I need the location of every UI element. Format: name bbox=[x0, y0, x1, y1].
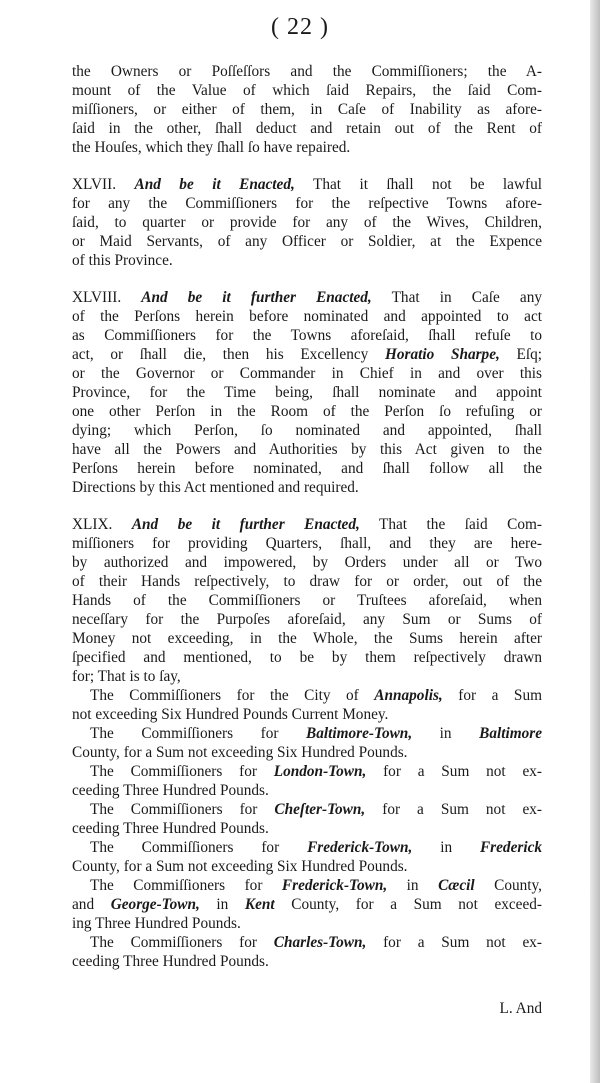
text-segment: for a Sum not ex- bbox=[365, 801, 542, 818]
text-line bbox=[72, 119, 542, 138]
text-segment: or the Governor or Commander in Chief in and over this bbox=[72, 365, 542, 382]
text-body bbox=[72, 62, 542, 971]
text-segment: That it ſhall not be lawful bbox=[294, 176, 543, 193]
italic-segment: Cheſter-Town, bbox=[274, 801, 366, 818]
page-edge-shadow bbox=[590, 0, 600, 1083]
paragraph-gap bbox=[72, 270, 542, 288]
text-segment: act, or ſhall die, then his Excellency bbox=[72, 346, 385, 363]
text-line bbox=[72, 402, 542, 421]
text-line bbox=[72, 194, 542, 213]
italic-segment: Frederick-Town, bbox=[307, 839, 413, 856]
text-segment: of this Province. bbox=[72, 252, 173, 269]
paragraph-gap bbox=[72, 157, 542, 175]
text-segment: The Commiſſioners for bbox=[90, 763, 274, 780]
text-line bbox=[72, 175, 542, 194]
text-segment: The Commiſſioners for the City of bbox=[90, 687, 375, 704]
text-segment: County, for a Sum not exceeding Six Hundred Pounds. bbox=[72, 744, 408, 761]
text-line bbox=[72, 421, 542, 440]
italic-segment: Frederick-Town, bbox=[281, 877, 388, 894]
text-segment: XLVIII. bbox=[72, 289, 142, 306]
text-line bbox=[72, 800, 542, 819]
text-segment: ſaid in the other, ſhall deduct and retain out of the Rent of bbox=[72, 120, 542, 137]
text-line bbox=[72, 81, 542, 100]
text-line bbox=[72, 705, 542, 724]
text-line bbox=[72, 952, 542, 971]
text-line bbox=[72, 288, 542, 307]
italic-segment: Annapolis, bbox=[374, 687, 443, 704]
text-line bbox=[72, 307, 542, 326]
italic-segment: Charles-Town, bbox=[273, 934, 367, 951]
text-line bbox=[72, 572, 542, 591]
text-segment: The Commiſſioners for bbox=[90, 934, 274, 951]
text-segment: in bbox=[199, 896, 245, 913]
text-segment: by authorized and impowered, by Orders under all or Two bbox=[72, 554, 542, 571]
text-line bbox=[72, 515, 542, 534]
text-line bbox=[72, 251, 542, 270]
text-segment: of the Perſons herein before nominated and appointed to act bbox=[72, 308, 542, 325]
text-segment: ceeding Three Hundred Pounds. bbox=[72, 953, 269, 970]
text-segment: in bbox=[412, 725, 480, 742]
text-segment: Province, for the Time being, ſhall nominate and appoint bbox=[72, 384, 542, 401]
text-line bbox=[72, 232, 542, 251]
text-line bbox=[72, 610, 542, 629]
text-line bbox=[72, 138, 542, 157]
text-segment: and bbox=[72, 896, 111, 913]
italic-segment: And be it further Enacted, bbox=[141, 289, 372, 306]
text-line bbox=[72, 326, 542, 345]
text-segment: County, for a Sum not exceed- bbox=[274, 896, 542, 913]
text-segment: County, bbox=[474, 877, 543, 894]
text-line bbox=[72, 857, 542, 876]
text-line bbox=[72, 553, 542, 572]
text-segment: ceeding Three Hundred Pounds. bbox=[72, 820, 269, 837]
text-line bbox=[72, 478, 542, 497]
text-segment: or Maid Servants, of any Officer or Soldier, at the Expence bbox=[72, 233, 542, 250]
italic-segment: Baltimore-Town, bbox=[306, 725, 413, 742]
text-segment: for any the Commiſſioners for the reſpective Towns afore- bbox=[72, 195, 542, 212]
text-segment: ceeding Three Hundred Pounds. bbox=[72, 782, 269, 799]
text-segment: Money not exceeding, in the Whole, the Sums herein after bbox=[72, 630, 542, 647]
text-segment: miſſioners for providing Quarters, ſhall, and they are here- bbox=[72, 535, 542, 552]
text-segment: in bbox=[387, 877, 439, 894]
text-segment: in bbox=[412, 839, 480, 856]
text-segment: That the ſaid Com- bbox=[359, 516, 542, 533]
text-line bbox=[72, 62, 542, 81]
text-line bbox=[72, 648, 542, 667]
text-line bbox=[72, 819, 542, 838]
italic-segment: And be it Enacted, bbox=[134, 176, 295, 193]
text-segment: That in Caſe any bbox=[371, 289, 542, 306]
text-segment: for; That is to ſay, bbox=[72, 668, 181, 685]
text-segment: for a Sum not ex- bbox=[366, 934, 542, 951]
text-line bbox=[72, 743, 542, 762]
text-segment: Perſons herein before nominated, and ſhall follow all the bbox=[72, 460, 542, 477]
text-segment: XLIX. bbox=[72, 516, 132, 533]
text-segment: Eſq; bbox=[499, 346, 542, 363]
italic-segment: Kent bbox=[244, 896, 275, 913]
text-segment: have all the Powers and Authorities by this Act given to the bbox=[72, 441, 542, 458]
text-line bbox=[72, 383, 542, 402]
text-segment: The Commiſſioners for bbox=[90, 725, 307, 742]
text-segment: ſaid, to quarter or provide for any of the Wives, Children, bbox=[72, 214, 542, 231]
text-segment: ing Three Hundred Pounds. bbox=[72, 915, 241, 932]
text-segment: Hands of the Commiſſioners or Truſtees aforeſaid, when bbox=[72, 592, 542, 609]
text-segment: ſpecified and mentioned, to be by them reſpectively drawn bbox=[72, 649, 542, 666]
italic-segment: Baltimore bbox=[479, 725, 543, 742]
text-line bbox=[72, 876, 542, 895]
text-line bbox=[72, 781, 542, 800]
text-segment: Directions by this Act mentioned and required. bbox=[72, 479, 359, 496]
italic-segment: Frederick bbox=[479, 839, 543, 856]
text-line bbox=[72, 100, 542, 119]
text-segment: The Commiſſioners for bbox=[90, 839, 308, 856]
text-line bbox=[72, 213, 542, 232]
text-line bbox=[72, 762, 542, 781]
text-line bbox=[72, 440, 542, 459]
text-line bbox=[72, 629, 542, 648]
text-line bbox=[72, 667, 542, 686]
text-segment: the Owners or Poſſeſſors and the Commiſſioners; the A- bbox=[72, 63, 542, 80]
text-segment: for a Sum bbox=[442, 687, 542, 704]
text-segment: miſſioners, or either of them, in Caſe of Inability as afore- bbox=[72, 101, 542, 118]
italic-segment: And be it further Enacted, bbox=[131, 516, 360, 533]
text-segment: not exceeding Six Hundred Pounds Current Money. bbox=[72, 706, 389, 723]
text-segment: of their Hands reſpectively, to draw for or order, out of the bbox=[72, 573, 542, 590]
text-segment: for a Sum not ex- bbox=[366, 763, 542, 780]
text-segment: the Houſes, which they ſhall ſo have repaired. bbox=[72, 139, 351, 156]
text-line bbox=[72, 534, 542, 553]
text-segment: mount of the Value of which ſaid Repairs, the ſaid Com- bbox=[72, 82, 542, 99]
italic-segment: Cæcil bbox=[438, 877, 475, 894]
catchword: L. And bbox=[499, 1000, 542, 1017]
text-segment: XLVII. bbox=[72, 176, 135, 193]
text-line bbox=[72, 838, 542, 857]
text-line bbox=[72, 895, 542, 914]
text-segment: neceſſary for the Purpoſes aforeſaid, any Sum or Sums of bbox=[72, 611, 542, 628]
text-segment: The Commiſſioners for bbox=[90, 801, 275, 818]
text-line bbox=[72, 345, 542, 364]
text-line bbox=[72, 724, 542, 743]
text-segment: County, for a Sum not exceeding Six Hundred Pounds. bbox=[72, 858, 408, 875]
text-segment: one other Perſon in the Room of the Perſon ſo refuſing or bbox=[72, 403, 542, 420]
text-segment: dying; which Perſon, ſo nominated and appointed, ſhall bbox=[72, 422, 542, 439]
text-line bbox=[72, 459, 542, 478]
text-line bbox=[72, 933, 542, 952]
text-line bbox=[72, 914, 542, 933]
italic-segment: London-Town, bbox=[273, 763, 367, 780]
text-line bbox=[72, 591, 542, 610]
italic-segment: George-Town, bbox=[110, 896, 200, 913]
text-line bbox=[72, 364, 542, 383]
text-segment: The Commiſſioners for bbox=[90, 877, 282, 894]
italic-segment: Horatio Sharpe, bbox=[384, 346, 500, 363]
text-segment: as Commiſſioners for the Towns aforeſaid, ſhall refuſe to bbox=[72, 327, 542, 344]
text-line bbox=[72, 686, 542, 705]
page-number: ( 22 ) bbox=[271, 14, 329, 40]
paragraph-gap bbox=[72, 497, 542, 515]
